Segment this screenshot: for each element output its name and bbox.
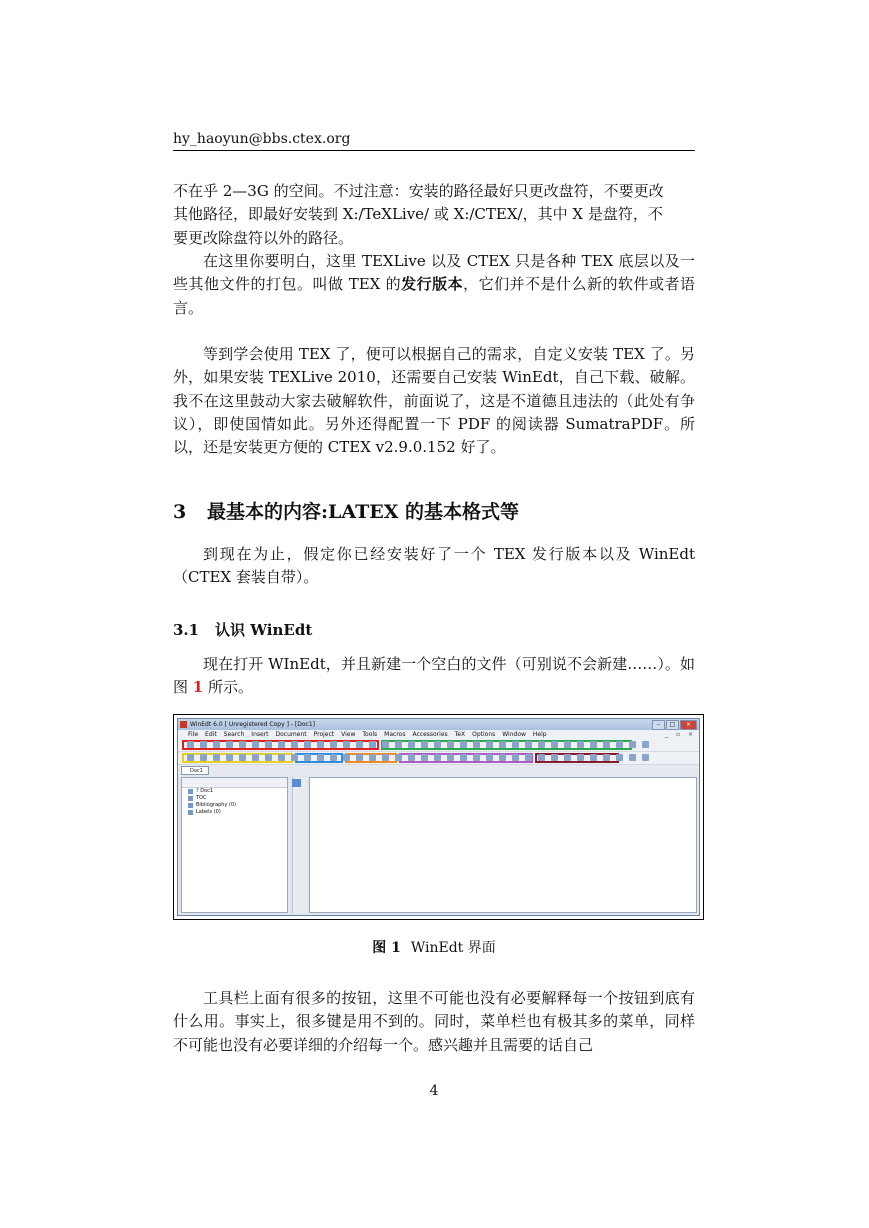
menu-tex: TeX xyxy=(454,731,466,738)
toolbar-button-icon xyxy=(265,741,272,748)
window-titlebar xyxy=(178,719,699,730)
toolbar-button-icon xyxy=(317,754,324,761)
toolbar-button-icon xyxy=(213,741,220,748)
toolbar-button-icon xyxy=(642,741,649,748)
toolbar-button-icon xyxy=(304,754,311,761)
toolbar-button-icon xyxy=(447,754,454,761)
menu-bar xyxy=(178,730,699,739)
paragraph-2-text-after: ，它们并不是什么新的软件或者语言。 xyxy=(173,275,695,317)
tree-item-label: Bibliography (0) xyxy=(196,802,237,808)
paragraph-5-text-after: 所示。 xyxy=(203,678,253,697)
menu-search: Search xyxy=(223,731,245,738)
menu-window: Window xyxy=(502,731,526,738)
winedt-app-icon xyxy=(180,721,187,728)
toolbar-button-icon xyxy=(616,741,623,748)
figure-caption xyxy=(173,937,695,957)
paragraph-2-text-before: 在这里你要明白，这里 TEXLive 以及 CTEX 只是各种 TEX 底层以及一些其他文件的打包。叫做 TEX 的 xyxy=(173,252,695,294)
toolbar-button-icon xyxy=(278,754,285,761)
toolbar-button-icon xyxy=(421,741,428,748)
menu-project: Project xyxy=(313,731,335,738)
subsection-heading xyxy=(173,619,312,640)
toolbar-button-icon xyxy=(421,754,428,761)
toolbar-button-icon xyxy=(252,754,259,761)
toolbar-button-icon xyxy=(434,741,441,748)
paragraph-2 xyxy=(173,250,695,320)
toolbar-button-icon xyxy=(330,741,337,748)
subsection-title: 认识 WinEdt xyxy=(215,621,313,639)
winedt-window xyxy=(177,718,700,916)
toolbar-button-icon xyxy=(356,741,363,748)
toolbar-button-icon xyxy=(252,741,259,748)
tree-scrollbar xyxy=(292,777,307,913)
section-number: 3 xyxy=(173,501,187,523)
paragraph-1-line-2: 其他路径，即最好安装到 X:/TeXLive/ 或 X:/CTEX/，其中 X 是盘符，不 xyxy=(173,205,663,224)
toolbar-button-icon xyxy=(499,741,506,748)
toolbar-button-icon xyxy=(343,741,350,748)
section-title: 最基本的内容:LATEX 的基本格式等 xyxy=(207,501,520,523)
toolbar-button-icon xyxy=(200,754,207,761)
window-controls xyxy=(652,720,697,730)
menu-view: View xyxy=(341,731,356,738)
toolbar-button-icon xyxy=(447,741,454,748)
menu-insert: Insert xyxy=(251,731,269,738)
toolbar-row-1 xyxy=(178,739,699,752)
window-title: WinEdt 6.0 [ Unregistered Copy ] - [Doc1] xyxy=(190,721,315,728)
toolbar-button-icon xyxy=(460,741,467,748)
paragraph-1-line-3: 要更改除盘符以外的路径。 xyxy=(173,228,354,247)
editor-area xyxy=(309,777,697,913)
paragraph-6: 工具栏上面有很多的按钮，这里不可能也没有必要解释每一个按钮到底有什么用。事实上，很多键是用不到的。同时，菜单栏也有极其多的菜单，同样不可能也没有必要详细的介绍每一个。感兴趣并且需要的话自己 xyxy=(173,989,695,1054)
paragraph-5-text-before: 现在打开 WInEdt，并且新建一个空白的文件（可别说不会新建……）。如 图 xyxy=(173,655,695,697)
figure-reference-link[interactable]: 1 xyxy=(192,678,204,697)
toolbar-button-icon xyxy=(525,754,532,761)
toolbar-button-icon xyxy=(356,754,363,761)
toolbar-button-icon xyxy=(278,741,285,748)
tree-item-label: Labels (0) xyxy=(196,809,221,815)
toolbar-button-icon xyxy=(343,754,350,761)
menu-file: File xyxy=(188,731,199,738)
subsection-number: 3.1 xyxy=(173,621,200,639)
paragraph-1-line-1: 不在乎 2—3G 的空间。不过注意：安装的路径最好只更改盘符，不要更改 xyxy=(173,182,664,200)
document-tab-bar xyxy=(178,765,699,775)
toolbar-button-icon xyxy=(369,754,376,761)
labels-icon xyxy=(188,810,193,815)
close-icon: × xyxy=(680,720,697,730)
toolbar-button-icon xyxy=(187,754,194,761)
toolbar-button-icon xyxy=(512,741,519,748)
toolbar-button-icon xyxy=(395,741,402,748)
menu-help: Help xyxy=(532,731,547,738)
toolbar-group-yellow xyxy=(182,753,293,763)
toolbar-button-icon xyxy=(473,741,480,748)
toolbar-button-icon xyxy=(642,754,649,761)
tree-item xyxy=(182,802,287,809)
toolbar-button-icon xyxy=(473,754,480,761)
toolbar-button-icon xyxy=(408,754,415,761)
arrow-icon xyxy=(292,779,301,787)
toolbar-button-icon xyxy=(239,754,246,761)
toolbar-button-icon xyxy=(369,741,376,748)
toolbar-button-icon xyxy=(538,741,545,748)
maximize-icon: □ xyxy=(666,720,679,730)
toolbar-button-icon xyxy=(603,741,610,748)
mdi-controls-icon: _ ▫ × xyxy=(665,731,696,738)
toc-icon xyxy=(188,796,193,801)
toolbar-button-icon xyxy=(434,754,441,761)
paragraph-4: 到现在为止，假定你已经安装好了一个 TEX 发行版本以及 WinEdt（CTEX 套装自带）。 xyxy=(173,545,695,587)
paragraph-3: 等到学会使用 TEX 了，便可以根据自己的需求，自定义安装 TEX 了。另外，如果安装 TEXLive 2010，还需要自己安装 WinEdt，自己下载、破解。我不在这里鼓动大家去破解软件，前面说了，这是不道德且违法的（此处有争议），即使国情如此。另外还得配置一下 PDF 的阅读器 SumatraPDF。所以，还是安装更方便的 CTEX v2.9.0.152 好了。 xyxy=(173,345,695,457)
toolbar-button-icon xyxy=(265,754,272,761)
toolbar-button-icon xyxy=(512,754,519,761)
document-icon xyxy=(188,789,193,794)
toolbar-button-icon xyxy=(200,741,207,748)
page-number: 4 xyxy=(429,1083,439,1099)
toolbar-button-icon xyxy=(486,754,493,761)
toolbar-button-icon xyxy=(330,754,337,761)
figure-caption-text: WinEdt 界面 xyxy=(410,940,496,956)
toolbar-button-icon xyxy=(408,741,415,748)
toolbar-button-icon xyxy=(551,754,558,761)
menu-edit: Edit xyxy=(205,731,217,738)
toolbar-button-icon xyxy=(538,754,545,761)
menu-accessories: Accessories xyxy=(412,731,448,738)
toolbar-button-icon xyxy=(486,741,493,748)
toolbar-button-icon xyxy=(226,754,233,761)
tree-toolbar xyxy=(182,778,287,788)
tab-doc1: Doc1 xyxy=(181,766,209,775)
toolbar-button-icon xyxy=(382,741,389,748)
running-header: hy_haoyun@bbs.ctex.org xyxy=(173,131,695,151)
toolbar-button-icon xyxy=(226,741,233,748)
toolbar-button-icon xyxy=(291,741,298,748)
toolbar-button-icon xyxy=(317,741,324,748)
section-heading xyxy=(173,497,519,524)
toolbar-button-icon xyxy=(629,754,636,761)
toolbar-button-icon xyxy=(551,741,558,748)
tree-item xyxy=(182,795,287,802)
toolbar-button-icon xyxy=(460,754,467,761)
toolbar-button-icon xyxy=(525,741,532,748)
toolbar-button-icon xyxy=(577,741,584,748)
toolbar-button-icon xyxy=(187,741,194,748)
toolbar-button-icon xyxy=(564,754,571,761)
menu-document: Document xyxy=(275,731,307,738)
menu-macros: Macros xyxy=(384,731,406,738)
toolbar-button-icon xyxy=(564,741,571,748)
bibliography-icon xyxy=(188,803,193,808)
tree-item-label: TOC xyxy=(196,795,207,801)
tree-item xyxy=(182,809,287,816)
toolbar-button-icon xyxy=(577,754,584,761)
toolbar-button-icon xyxy=(499,754,506,761)
toolbar-row-2 xyxy=(178,752,699,765)
minimize-icon: – xyxy=(652,720,665,730)
toolbar-button-icon xyxy=(239,741,246,748)
paragraph-1 xyxy=(173,180,695,250)
paragraph-2-bold-term: 发行版本 xyxy=(401,275,464,294)
figure-winedt-screenshot xyxy=(173,714,704,920)
project-tree-panel xyxy=(181,777,288,913)
toolbar-button-icon xyxy=(213,754,220,761)
toolbar-button-icon xyxy=(590,741,597,748)
toolbar-button-icon xyxy=(291,754,298,761)
toolbar-button-icon xyxy=(629,741,636,748)
toolbar-button-icon xyxy=(616,754,623,761)
toolbar-button-icon xyxy=(304,741,311,748)
toolbar-button-icon xyxy=(395,754,402,761)
toolbar-button-icon xyxy=(590,754,597,761)
menu-tools: Tools xyxy=(362,731,378,738)
menu-options: Options xyxy=(472,731,496,738)
tree-item xyxy=(182,788,287,795)
toolbar-button-icon xyxy=(382,754,389,761)
figure-caption-label: 图 1 xyxy=(372,940,401,956)
toolbar-button-icon xyxy=(603,754,610,761)
paragraph-5 xyxy=(173,653,695,700)
tree-item-label: ? Doc1 xyxy=(196,788,214,794)
